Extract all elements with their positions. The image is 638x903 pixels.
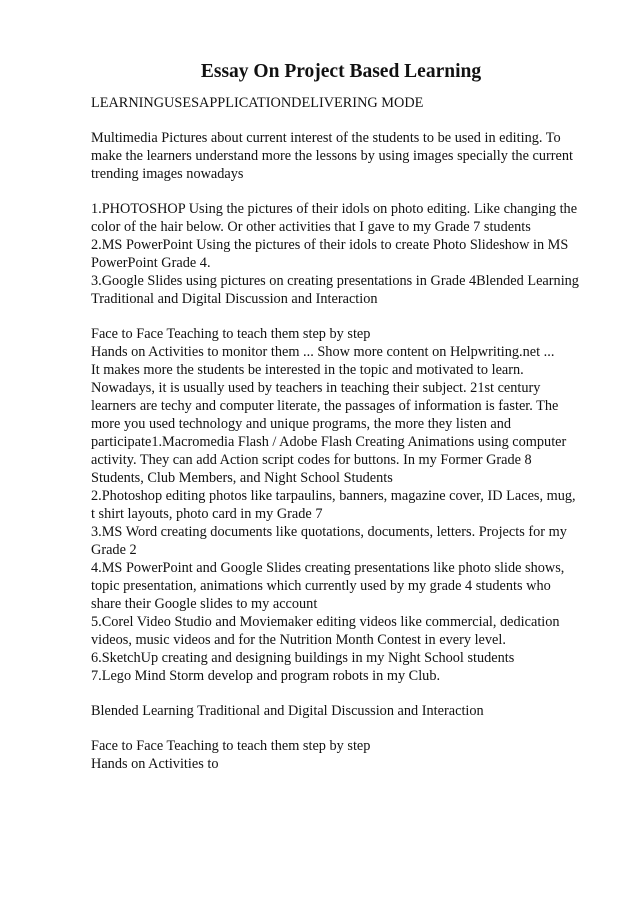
text-line: It makes more the students be interested in the topic and motivated to learn.: [91, 362, 524, 378]
paragraph: [91, 702, 588, 720]
text-line: Multimedia Pictures about current interest of the students to be used in editing. To: [91, 130, 561, 146]
text-line: Hands on Activities to monitor them ... Show more content on Helpwriting.net ...: [91, 344, 555, 360]
document-body: [91, 94, 588, 773]
text-line: PowerPoint Grade 4.: [91, 255, 211, 271]
text-line: topic presentation, animations which currently used by my grade 4 students who: [91, 578, 551, 594]
text-line: t shirt layouts, photo card in my Grade 7: [91, 506, 323, 522]
text-line: participate1.Macromedia Flash / Adobe Flash Creating Animations using computer: [91, 434, 567, 450]
text-line: color of the hair below. Or other activities that I gave to my Grade 7 students: [91, 219, 531, 235]
text-line: 7.Lego Mind Storm develop and program robots in my Club.: [91, 668, 441, 684]
text-line: make the learners understand more the lessons by using images specially the current: [91, 148, 573, 164]
text-line: videos, music videos and for the Nutrition Month Contest in every level.: [91, 632, 506, 648]
paragraph: [91, 94, 588, 112]
text-line: LEARNINGUSESAPPLICATIONDELIVERING MODE: [91, 95, 424, 111]
paragraph: [91, 737, 588, 773]
text-line: more you used technology and unique programs, the more they listen and: [91, 416, 512, 432]
text-line: Nowadays, it is usually used by teachers in teaching their subject. 21st century: [91, 380, 541, 396]
text-line: Grade 2: [91, 542, 137, 558]
text-line: 2.MS PowerPoint Using the pictures of their idols to create Photo Slideshow in MS: [91, 237, 569, 253]
text-line: Students, Club Members, and Night School Students: [91, 470, 393, 486]
text-line: Traditional and Digital Discussion and Interaction: [91, 291, 378, 307]
text-line: 4.MS PowerPoint and Google Slides creating presentations like photo slide shows,: [91, 560, 565, 576]
paragraph: [91, 325, 588, 685]
text-line: share their Google slides to my account: [91, 596, 318, 612]
text-line: 2.Photoshop editing photos like tarpaulins, banners, magazine cover, ID Laces, mug,: [91, 488, 576, 504]
text-line: 3.MS Word creating documents like quotations, documents, letters. Projects for my: [91, 524, 567, 540]
text-line: Face to Face Teaching to teach them step by step: [91, 738, 371, 754]
text-line: Blended Learning Traditional and Digital Discussion and Interaction: [91, 703, 484, 719]
text-line: Face to Face Teaching to teach them step by step: [91, 326, 371, 342]
text-line: 1.PHOTOSHOP Using the pictures of their idols on photo editing. Like changing the: [91, 201, 578, 217]
page-title: Essay On Project Based Learning: [200, 61, 482, 82]
text-line: Hands on Activities to: [91, 756, 219, 772]
text-line: learners are techy and computer literate, the passages of information is faster. The: [91, 398, 559, 414]
text-line: 5.Corel Video Studio and Moviemaker editing videos like commercial, dedication: [91, 614, 560, 630]
paragraph: [91, 129, 588, 183]
text-line: 3.Google Slides using pictures on creating presentations in Grade 4Blended Learning: [91, 273, 579, 289]
paragraph: [91, 200, 588, 308]
text-line: 6.SketchUp creating and designing buildings in my Night School students: [91, 650, 515, 666]
text-line: activity. They can add Action script codes for buttons. In my Former Grade 8: [91, 452, 532, 468]
text-line: trending images nowadays: [91, 166, 244, 182]
